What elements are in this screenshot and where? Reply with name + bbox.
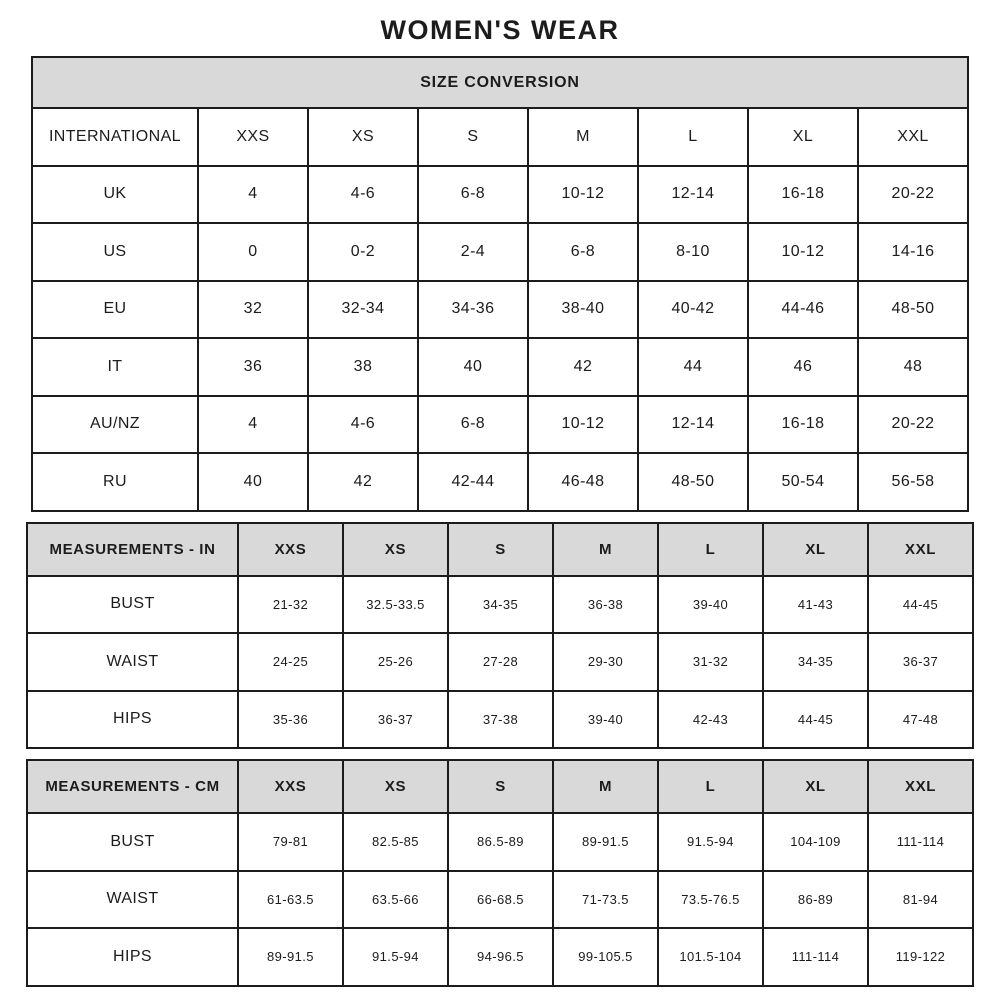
- size-cell: 42: [308, 453, 418, 511]
- size-cell: 40: [418, 338, 528, 396]
- size-header-s: S: [418, 108, 528, 166]
- measurements-in-table: [26, 522, 974, 750]
- measurement-cell: 36-38: [553, 576, 658, 634]
- row-label: RU: [32, 453, 198, 511]
- size-cell: 50-54: [748, 453, 858, 511]
- measurement-cell: 32.5-33.5: [343, 576, 448, 634]
- measurement-cell: 63.5-66: [343, 871, 448, 929]
- table-row-waist-cm: [27, 871, 973, 929]
- row-label: WAIST: [27, 871, 238, 929]
- size-header-s: S: [448, 523, 553, 576]
- measurement-cell: 41-43: [763, 576, 868, 634]
- measurement-cell: 42-43: [658, 691, 763, 749]
- measurement-cell: 119-122: [868, 928, 973, 986]
- measurement-cell: 104-109: [763, 813, 868, 871]
- table-row-uk: [32, 166, 968, 224]
- measurement-cell: 86-89: [763, 871, 868, 929]
- table-row-it: [32, 338, 968, 396]
- size-cell: 0-2: [308, 223, 418, 281]
- size-header-m: M: [528, 108, 638, 166]
- size-header-m: M: [553, 760, 658, 813]
- size-cell: 10-12: [528, 396, 638, 454]
- size-cell: 42-44: [418, 453, 528, 511]
- size-header-xxs: XXS: [198, 108, 308, 166]
- size-cell: 20-22: [858, 166, 968, 224]
- measurement-cell: 89-91.5: [553, 813, 658, 871]
- size-header-l: L: [638, 108, 748, 166]
- measurement-cell: 29-30: [553, 633, 658, 691]
- measurement-cell: 36-37: [868, 633, 973, 691]
- size-cell: 10-12: [528, 166, 638, 224]
- row-label: EU: [32, 281, 198, 339]
- size-cell: 42: [528, 338, 638, 396]
- table-row-hips-cm: [27, 928, 973, 986]
- size-cell: 46-48: [528, 453, 638, 511]
- row-label: BUST: [27, 813, 238, 871]
- size-header-xxs: XXS: [238, 760, 343, 813]
- row-label: UK: [32, 166, 198, 224]
- size-header-m: M: [553, 523, 658, 576]
- size-cell: 32-34: [308, 281, 418, 339]
- table-row-ru: [32, 453, 968, 511]
- measurement-cell: 44-45: [763, 691, 868, 749]
- row-label: HIPS: [27, 928, 238, 986]
- size-header-xs: XS: [343, 523, 448, 576]
- size-cell: 8-10: [638, 223, 748, 281]
- size-cell: 16-18: [748, 396, 858, 454]
- measurement-cell: 34-35: [763, 633, 868, 691]
- measurement-cell: 73.5-76.5: [658, 871, 763, 929]
- size-header-xl: XL: [748, 108, 858, 166]
- size-header-l: L: [658, 760, 763, 813]
- size-cell: 32: [198, 281, 308, 339]
- size-cell: 38-40: [528, 281, 638, 339]
- measurement-cell: 111-114: [868, 813, 973, 871]
- measurement-cell: 94-96.5: [448, 928, 553, 986]
- size-cell: 14-16: [858, 223, 968, 281]
- measurement-cell: 36-37: [343, 691, 448, 749]
- size-cell: 4: [198, 166, 308, 224]
- size-conversion-title-row: [32, 57, 968, 108]
- size-header-xl: XL: [763, 523, 868, 576]
- row-label: IT: [32, 338, 198, 396]
- measurement-cell: 79-81: [238, 813, 343, 871]
- row-label: WAIST: [27, 633, 238, 691]
- table-row-eu: [32, 281, 968, 339]
- size-cell: 46: [748, 338, 858, 396]
- size-conversion-table: [31, 56, 969, 512]
- size-conversion-header-row: [32, 108, 968, 166]
- measurement-cell: 91.5-94: [658, 813, 763, 871]
- size-cell: 48-50: [638, 453, 748, 511]
- measurements-cm-table: [26, 759, 974, 987]
- measurement-cell: 86.5-89: [448, 813, 553, 871]
- measurement-cell: 61-63.5: [238, 871, 343, 929]
- table-row-hips-in: [27, 691, 973, 749]
- size-cell: 56-58: [858, 453, 968, 511]
- size-cell: 34-36: [418, 281, 528, 339]
- size-cell: 6-8: [418, 166, 528, 224]
- measurement-cell: 47-48: [868, 691, 973, 749]
- table-row-bust-in: [27, 576, 973, 634]
- measurement-cell: 71-73.5: [553, 871, 658, 929]
- size-cell: 6-8: [528, 223, 638, 281]
- row-label-international: INTERNATIONAL: [32, 108, 198, 166]
- size-cell: 12-14: [638, 166, 748, 224]
- size-header-xl: XL: [763, 760, 868, 813]
- size-cell: 4: [198, 396, 308, 454]
- size-cell: 6-8: [418, 396, 528, 454]
- size-header-xs: XS: [308, 108, 418, 166]
- row-label: HIPS: [27, 691, 238, 749]
- measurement-cell: 27-28: [448, 633, 553, 691]
- size-header-xxl: XXL: [868, 760, 973, 813]
- measurement-cell: 39-40: [553, 691, 658, 749]
- size-header-l: L: [658, 523, 763, 576]
- measurements-in-title: MEASUREMENTS - IN: [27, 523, 238, 576]
- measurement-cell: 91.5-94: [343, 928, 448, 986]
- size-cell: 0: [198, 223, 308, 281]
- measurement-cell: 44-45: [868, 576, 973, 634]
- size-cell: 2-4: [418, 223, 528, 281]
- size-cell: 48-50: [858, 281, 968, 339]
- size-cell: 40: [198, 453, 308, 511]
- measurements-cm-header-row: [27, 760, 973, 813]
- size-cell: 40-42: [638, 281, 748, 339]
- size-cell: 10-12: [748, 223, 858, 281]
- measurement-cell: 31-32: [658, 633, 763, 691]
- measurements-in-header-row: [27, 523, 973, 576]
- measurement-cell: 37-38: [448, 691, 553, 749]
- size-header-xxl: XXL: [858, 108, 968, 166]
- size-header-xs: XS: [343, 760, 448, 813]
- table-row-waist-in: [27, 633, 973, 691]
- size-cell: 44: [638, 338, 748, 396]
- measurement-cell: 34-35: [448, 576, 553, 634]
- size-header-xxs: XXS: [238, 523, 343, 576]
- size-cell: 12-14: [638, 396, 748, 454]
- size-cell: 38: [308, 338, 418, 396]
- measurement-cell: 111-114: [763, 928, 868, 986]
- measurement-cell: 21-32: [238, 576, 343, 634]
- measurement-cell: 39-40: [658, 576, 763, 634]
- table-row-us: [32, 223, 968, 281]
- row-label: AU/NZ: [32, 396, 198, 454]
- measurement-cell: 35-36: [238, 691, 343, 749]
- measurement-cell: 81-94: [868, 871, 973, 929]
- table-row-aunz: [32, 396, 968, 454]
- page-title: WOMEN'S WEAR: [380, 15, 620, 45]
- table-row-bust-cm: [27, 813, 973, 871]
- measurements-cm-title: MEASUREMENTS - CM: [27, 760, 238, 813]
- row-label: US: [32, 223, 198, 281]
- measurement-cell: 82.5-85: [343, 813, 448, 871]
- size-conversion-title: SIZE CONVERSION: [32, 57, 968, 108]
- measurement-cell: 24-25: [238, 633, 343, 691]
- measurement-cell: 89-91.5: [238, 928, 343, 986]
- size-cell: 44-46: [748, 281, 858, 339]
- size-header-s: S: [448, 760, 553, 813]
- measurement-cell: 66-68.5: [448, 871, 553, 929]
- row-label: BUST: [27, 576, 238, 634]
- size-cell: 20-22: [858, 396, 968, 454]
- measurement-cell: 25-26: [343, 633, 448, 691]
- size-cell: 48: [858, 338, 968, 396]
- measurement-cell: 101.5-104: [658, 928, 763, 986]
- size-cell: 36: [198, 338, 308, 396]
- size-cell: 4-6: [308, 396, 418, 454]
- size-header-xxl: XXL: [868, 523, 973, 576]
- size-cell: 16-18: [748, 166, 858, 224]
- measurement-cell: 99-105.5: [553, 928, 658, 986]
- size-cell: 4-6: [308, 166, 418, 224]
